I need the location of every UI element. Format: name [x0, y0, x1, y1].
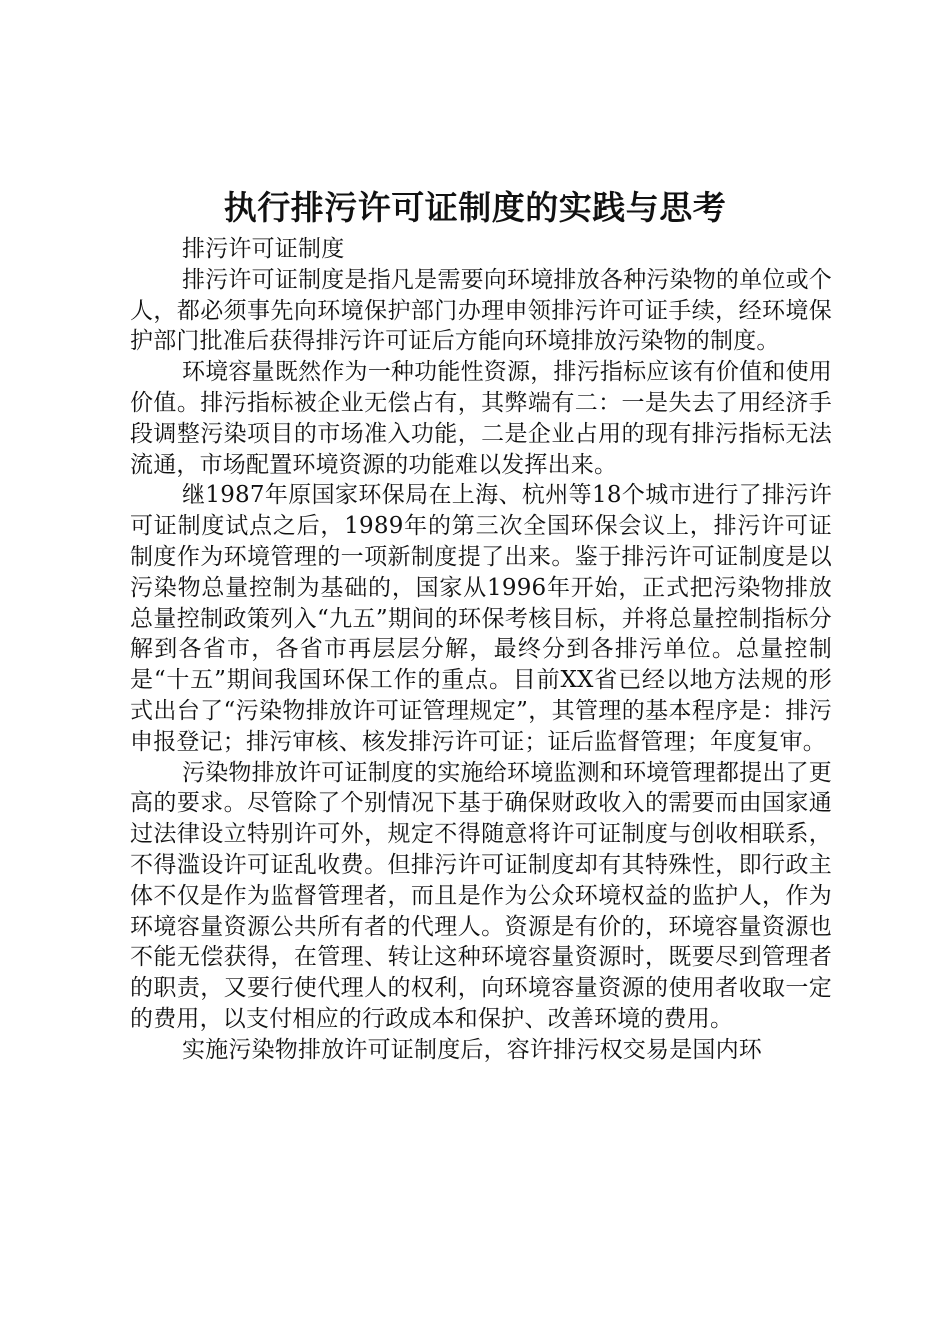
paragraph-history: 继1987年原国家环保局在上海、杭州等18个城市进行了排污许可证制度试点之后，1989年的第三次全国环保会议上，排污许可证制度作为环境管理的一项新制度提了出来。鉴于排污许可证制度是以污染物总量控制为基础的，国家从1996年开始，正式把污染物排放总量控制政策列入“九五”期间的环保考核目标，并将总量控制指标分解到各省市，各省市再层层分解，最终分到各排污单位。总量控制是“十五”期间我国环保工作的重点。目前XX省已经以地方法规的形式出台了“污染物排放许可证管理规定”，其管理的基本程序是：排污申报登记；排污审核、核发排污许可证；证后监督管理；年度复审。 [130, 482, 832, 755]
paragraph-requirements: 污染物排放许可证制度的实施给环境监测和环境管理都提出了更高的要求。尽管除了个别情况下基于确保财政收入的需要而由国家通过法律设立特别许可外，规定不得随意将许可证制度与创收相联系，不得滥设许可证乱收费。但排污许可证制度却有其特殊性，即行政主体不仅是作为监督管理者，而且是作为公众环境权益的监护人，作为环境容量资源公共所有者的代理人。资源是有价的，环境容量资源也不能无偿获得，在管理、转让这种环境容量资源时，既要尽到管理者的职责，又要行使代理人的权利，向环境容量资源的使用者收取一定的费用，以支付相应的行政成本和保护、改善环境的费用。 [130, 759, 832, 1032]
paragraph-definition: 排污许可证制度是指凡是需要向环境排放各种污染物的单位或个人，都必须事先向环境保护部门办理申领排污许可证手续，经环境保护部门批准后获得排污许可证后方能向环境排放污染物的制度。 [130, 266, 832, 355]
document-body [130, 234, 832, 1066]
document-title: 执行排污许可证制度的实践与思考 [223, 188, 727, 227]
paragraph-environmental-capacity: 环境容量既然作为一种功能性资源，排污指标应该有价值和使用价值。排污指标被企业无偿占有，其弊端有二：一是失去了用经济手段调整污染项目的市场准入功能，二是企业占用的现有排污指标无法流通，市场配置环境资源的功能难以发挥出来。 [130, 359, 832, 478]
section-heading: 排污许可证制度 [182, 236, 345, 262]
paragraph-trading: 实施污染物排放许可证制度后，容许排污权交易是国内环 [182, 1036, 762, 1063]
